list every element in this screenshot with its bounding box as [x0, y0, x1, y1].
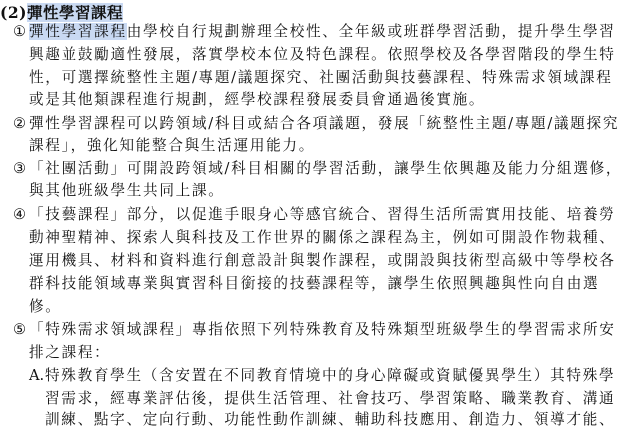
sub-item-a-marker: A. — [29, 367, 45, 384]
item-2-marker: ② — [13, 115, 27, 132]
item-2-line-2: 課程」，強化知能整合與生活運用能力。 — [29, 137, 315, 154]
item-1-line-3: 性，可選擇統整性主題/專題/議題探究、社團活動與技藝課程、特殊需求領域課程 — [29, 69, 613, 86]
item-4-line-1 — [13, 204, 616, 226]
item-4-line-2: 動神聖精神、探索人與科技及工作世界的關係之課程為主，例如可開設作物栽種、 — [29, 229, 616, 246]
item-3-line-2: 與其他班級學生共同上課。 — [29, 182, 225, 199]
sub-item-a-text: 特殊教育學生（含安置在不同教育情境中的身心障礙或資賦優異學生）其特殊學 — [45, 367, 616, 384]
item-4-text: 「技藝課程」部分，以促進手眼身心等感官統合、習得生活所需實用技能、培養勞 — [29, 206, 616, 223]
item-4-line-5: 修。 — [29, 298, 62, 315]
item-1-line-2: 興趣並鼓勵適性發展，落實學校本位及特色課程。依照學校及各學習階段的學生特 — [29, 46, 616, 63]
item-2-text: 彈性學習課程可以跨領域/科目或結合各項議題，發展「統整性主題/專題/議題探究 — [29, 115, 620, 132]
sub-item-a-line-2: 習需求，經專業評估後，提供生活管理、社會技巧、學習策略、職業教育、溝通 — [45, 390, 616, 407]
section-title: 彈性學習課程 — [26, 3, 123, 22]
item-4-marker: ④ — [13, 206, 27, 223]
item-4-line-4: 群科技能領域專業與實習科目銜接的技藝課程等，讓學生依照興趣與性向自由選 — [29, 275, 600, 292]
sub-item-a-line-3: 訓練、點字、定向行動、功能性動作訓練、輔助科技應用、創造力、領導才能、 — [45, 411, 616, 428]
item-5-line-1 — [13, 319, 616, 341]
section-heading — [0, 1, 123, 23]
item-5-line-2: 排之課程： — [29, 344, 111, 361]
item-3-marker: ③ — [13, 160, 27, 177]
item-3-text: 「社團活動」可開設跨領域/科目相關的學習活動，讓學生依興趣及能力分組選修， — [29, 160, 623, 177]
item-4-line-3: 運用機具、材料和資料進行創意設計與製作課程，或開設與技術型高級中等學校各 — [29, 252, 616, 269]
item-1-line-4: 或是其他類課程進行規劃，經學校課程發展委員會通過後實施。 — [29, 91, 486, 108]
section-number: (2) — [0, 3, 27, 22]
item-5-marker: ⑤ — [13, 321, 27, 338]
item-1-highlight: 彈性學習課程 — [29, 23, 127, 40]
item-3-line-1 — [13, 158, 622, 180]
item-1-marker: ① — [13, 23, 27, 40]
item-1-text: 由學校自行規劃辦理全校性、全年級或班群學習活動，提升學生學習 — [126, 23, 616, 40]
sub-item-a-line-1 — [29, 365, 615, 387]
item-5-text: 「特殊需求領域課程」專指依照下列特殊教育及特殊類型班級學生的學習需求所安 — [29, 321, 616, 338]
item-2-line-1 — [13, 113, 619, 135]
item-1-line-1 — [13, 21, 616, 43]
